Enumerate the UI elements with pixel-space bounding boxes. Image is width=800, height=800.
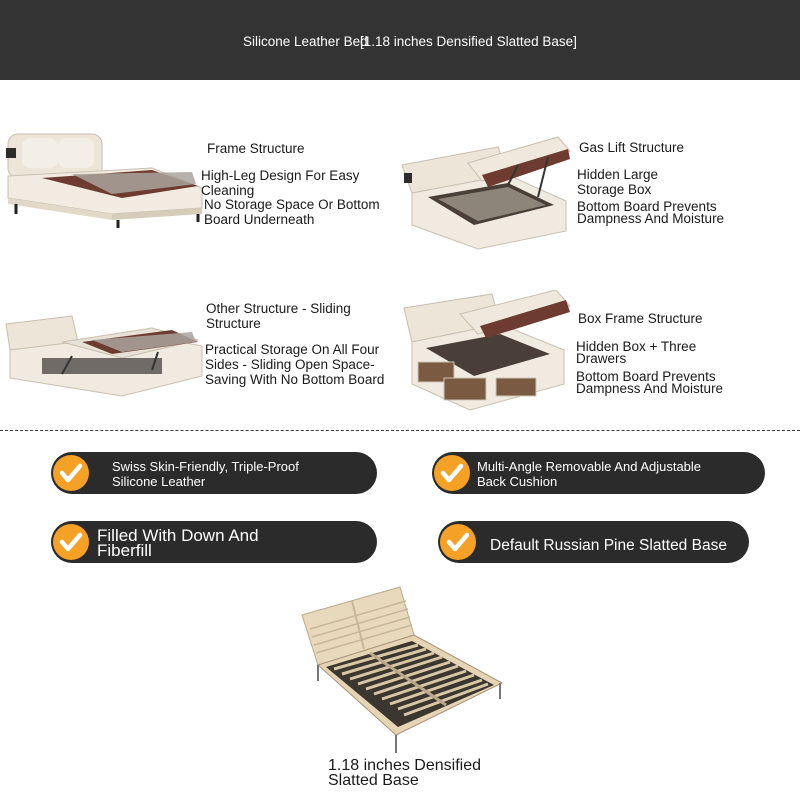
sliding-feature-storage: Practical Storage On All Four Sides - Sliding Open Space-Saving With No Bottom Board bbox=[205, 342, 385, 387]
sliding-structure-bed-image bbox=[2, 312, 206, 400]
gas-lift-bed-image bbox=[398, 135, 576, 253]
slatted-base-caption: 1.18 inches Densified Slatted Base bbox=[328, 757, 481, 789]
feature-fill-text: Filled With Down And Fiberfill bbox=[97, 526, 259, 560]
box-frame-feature-drawers: Hidden Box + Three Drawers bbox=[576, 339, 697, 366]
feature-pill-cushion bbox=[432, 452, 765, 494]
gas-lift-feature-storage: Hidden Large Storage Box bbox=[577, 167, 659, 197]
frame-structure-bed-image bbox=[2, 128, 208, 230]
check-badge-icon bbox=[434, 455, 470, 491]
check-badge-icon bbox=[440, 524, 476, 560]
check-badge-icon bbox=[53, 524, 89, 560]
slatted-base-bed-image bbox=[296, 585, 508, 757]
feature-pill-leather bbox=[51, 452, 377, 494]
gas-lift-feature-bottom-board: Bottom Board Prevents Dampness And Moisture bbox=[577, 199, 725, 226]
feature-slats-text: Default Russian Pine Slatted Base bbox=[490, 537, 727, 554]
header-title: Silicone Leather Bed bbox=[243, 34, 368, 49]
frame-structure-title: Frame Structure bbox=[207, 141, 305, 156]
frame-feature-no-storage: No Storage Space Or Bottom Board Underneath bbox=[204, 197, 380, 227]
dashed-divider bbox=[0, 430, 800, 431]
box-frame-bed-image bbox=[400, 290, 574, 412]
header-banner bbox=[0, 0, 800, 80]
feature-cushion-text: Multi-Angle Removable And Adjustable Back Cushion bbox=[477, 459, 702, 489]
box-frame-feature-bottom-board: Bottom Board Prevents Dampness And Moisture bbox=[576, 369, 724, 396]
feature-pill-slats bbox=[438, 521, 749, 563]
sliding-structure-title: Other Structure - Sliding Structure bbox=[206, 301, 351, 331]
frame-feature-high-leg: High-Leg Design For Easy Cleaning bbox=[201, 168, 360, 198]
gas-lift-title: Gas Lift Structure bbox=[579, 140, 685, 155]
feature-pill-fill bbox=[51, 521, 377, 563]
feature-leather-text: Swiss Skin-Friendly, Triple-Proof Silicone Leather bbox=[112, 459, 299, 489]
box-frame-title: Box Frame Structure bbox=[578, 311, 703, 326]
header-subtitle: [1.18 inches Densified Slatted Base] bbox=[360, 34, 577, 49]
check-badge-icon bbox=[53, 455, 89, 491]
